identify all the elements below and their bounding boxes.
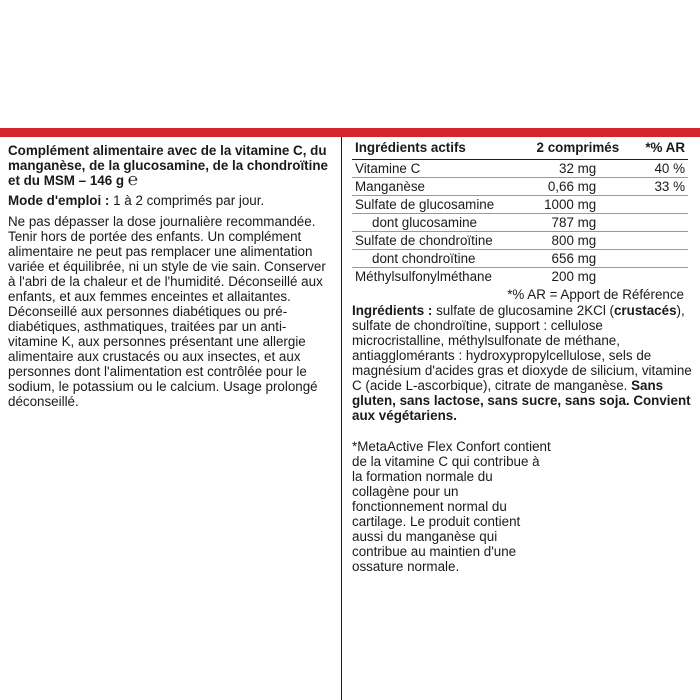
- product-title-text: Complément alimentaire avec de la vitamine C, du manganèse, de la glucosamine, de la chondroïtine et du MSM – 146 g: [8, 143, 328, 188]
- row-amount: 200 mg: [551, 269, 597, 284]
- row-ar: [636, 196, 688, 214]
- product-title: [8, 143, 334, 188]
- header-name: Ingrédients actifs: [352, 138, 517, 160]
- right-column: [352, 138, 692, 574]
- row-ar: [636, 268, 688, 286]
- warnings-text: Ne pas dépasser la dose journalière recommandée. Tenir hors de portée des enfants. Un complément alimentaire ne peut pas remplacer une alimentation variée et équilibrée, ni un style de vie sain. Conserver à l'abri de la chaleur et de l'humidité. Déconseillé aux enfants, et aux femmes enceintes et allaitantes. Déconseillé aux personnes diabétiques ou pré-diabétiques, asthmatiques, traitées par un anti-vitamine K, aux personnes présentant une allergie alimentaire aux crustacés ou aux insectes, et aux personnes dont l'alimentation est contrôlée pour le sodium, le potassium ou le calcium. Usage prolongé déconseillé.: [8, 214, 326, 409]
- table-row: [352, 250, 688, 268]
- table-row: [352, 232, 688, 250]
- row-amount: 0,66 mg: [517, 178, 637, 196]
- estimated-sign: ℮: [127, 170, 139, 190]
- row-name: Sulfate de glucosamine: [352, 196, 517, 214]
- row-amount: 656 mg: [517, 250, 637, 268]
- row-ar: [636, 214, 688, 232]
- table-row: [352, 196, 688, 214]
- dietary-claims: Sans gluten, sans lactose, sans sucre, sans soja. Convient aux végétariens.: [352, 378, 691, 423]
- table-row: [352, 160, 688, 178]
- ingredients-text-part1: sulfate de glucosamine 2KCl (: [432, 303, 614, 318]
- health-claim: *MetaActive Flex Confort contient de la vitamine C qui contribue à la formation normale du collagène pour un fonctionnement normal du cartilage. Le produit contient aussi du manganèse qui contribue au maintien d'une ossature normale.: [352, 439, 551, 574]
- red-stripe: [0, 128, 700, 137]
- row-amount: 800 mg: [517, 232, 637, 250]
- row-name: Manganèse: [352, 178, 517, 196]
- row-ar: [636, 232, 688, 250]
- allergen-highlight: crustacés: [613, 303, 677, 318]
- row-name: dont chondroïtine: [352, 250, 517, 268]
- row-ar: 33 %: [636, 178, 688, 196]
- table-row: [352, 214, 688, 232]
- nutrition-table: [352, 138, 688, 285]
- row-name: dont glucosamine: [352, 214, 517, 232]
- header-ar: *% AR: [636, 138, 688, 160]
- row-ar: 40 %: [636, 160, 688, 178]
- row-amount: 32 mg: [517, 160, 637, 178]
- table-header-row: [352, 138, 688, 160]
- usage-label: Mode d'emploi :: [8, 193, 110, 208]
- column-divider: [341, 137, 342, 700]
- ingredients-label: Ingrédients :: [352, 303, 433, 318]
- header-amount: 2 comprimés: [517, 138, 637, 160]
- table-footnote: *% AR = Apport de Référence: [507, 287, 684, 302]
- usage-text: 1 à 2 comprimés par jour.: [109, 193, 265, 208]
- ingredients-list: [352, 303, 692, 423]
- left-column: [8, 143, 334, 409]
- row-name: Méthylsulfonylméthane: [355, 269, 492, 284]
- top-blank-area: [0, 0, 700, 128]
- ingredients-text-part2: ), sulfate de chondroïtine, support : cellulose microcristalline, méthylsulfonate de méthane, antiagglomérants : hydroxypropylcellulose, sels de magnésium d'acides gras et dioxyde de silicium, vitamine C (acide L-ascorbique), citrate de manganèse.: [352, 303, 692, 393]
- usage-instructions: [8, 193, 334, 208]
- table-row: [352, 178, 688, 196]
- row-name: Sulfate de chondroïtine: [352, 232, 517, 250]
- row-amount: 1000 mg: [517, 196, 637, 214]
- row-name: Vitamine C: [352, 160, 517, 178]
- table-row: [352, 268, 688, 286]
- row-ar: [636, 250, 688, 268]
- row-amount: 787 mg: [517, 214, 637, 232]
